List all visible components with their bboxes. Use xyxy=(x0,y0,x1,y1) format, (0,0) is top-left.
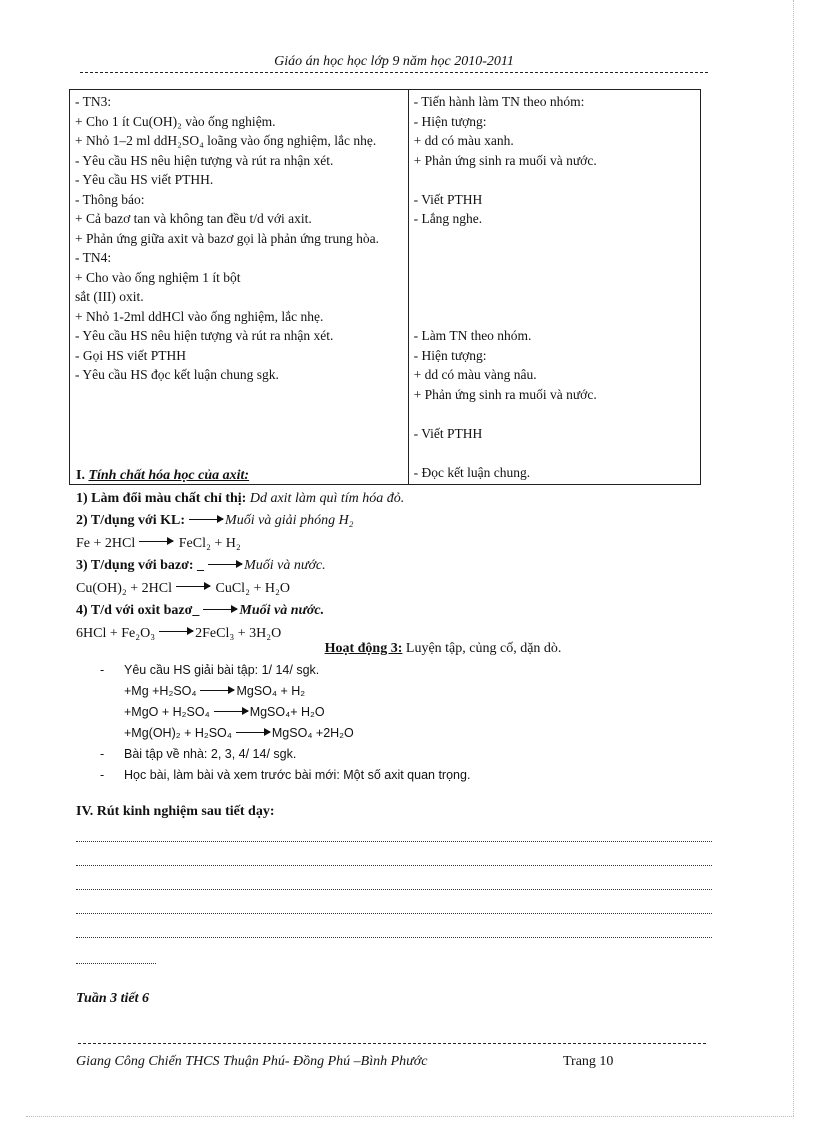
week-label: Tuần 3 tiết 6 xyxy=(76,991,149,1006)
list-item: - Yêu cầu HS nêu hiện tượng và rút ra nhận xét. xyxy=(75,328,334,343)
arrow-icon xyxy=(208,564,242,565)
page-edge xyxy=(26,1116,794,1117)
header-title: Giáo án học học lớp 9 năm học 2010-2011 xyxy=(274,54,514,69)
list-item: + Nhỏ 1–2 ml ddH₂SO₄ loãng vào ống nghiệm, lắc nhẹ. xyxy=(75,133,377,148)
footer-divider xyxy=(78,1043,706,1044)
equation: Fe + 2HCl FeCl₂ + H₂ xyxy=(76,535,241,551)
experience-heading: IV. Rút kinh nghiệm sau tiết dạy: xyxy=(76,804,275,819)
list-item: + Phản ứng sinh ra muối và nước. xyxy=(413,386,597,402)
lesson-table xyxy=(69,89,701,485)
teacher-activity-cell xyxy=(70,90,409,485)
list-item: - TN3: xyxy=(75,94,112,109)
list-item: + Cho vào ống nghiệm 1 ít bột xyxy=(75,269,241,285)
list-item: - Hiện tượng: xyxy=(413,347,487,363)
blank-line xyxy=(76,865,712,866)
list-item: - TN4: xyxy=(75,250,112,265)
arrow-icon xyxy=(214,711,248,712)
list-item: - Viết PTHH xyxy=(413,191,483,207)
list-item: + Nhỏ 1-2ml ddHCl vào ống nghiệm, lắc nhẹ. xyxy=(75,308,324,324)
list-item: + Phản ứng giữa axit và bazơ gọi là phản ứng trung hòa. xyxy=(75,230,380,246)
list-item: + dd có màu vàng nâu. xyxy=(413,367,537,382)
property-3: 3) T/dụng với bazơ: _ Muối và nước. xyxy=(76,558,326,573)
list-item: - Lắng nghe. xyxy=(413,211,483,226)
list-item: - Làm TN theo nhóm. xyxy=(413,328,532,343)
list-item: - Học bài, làm bài và xem trước bài mới: Một số axit quan trọng. xyxy=(100,765,700,786)
list-item: - Yêu cầu HS giải bài tập: 1/ 14/ sgk. xyxy=(100,660,700,681)
equation: Cu(OH)₂ + 2HCl CuCl₂ + H₂O xyxy=(76,580,290,596)
list-item: - Đọc kết luận chung. xyxy=(413,464,531,480)
equation: 6HCl + Fe₂O₃ 2FeCl₃ + 3H₂O xyxy=(76,625,282,641)
list-item: + Cả bazơ tan và không tan đều t/d với axit. xyxy=(75,211,312,226)
list-item: - Viết PTHH xyxy=(413,425,483,441)
equation: +Mg +H₂SO₄ MgSO₄ + H₂ xyxy=(124,684,306,698)
arrow-icon xyxy=(236,732,270,733)
header-divider xyxy=(80,72,708,73)
arrow-icon xyxy=(176,586,210,587)
arrow-icon xyxy=(139,541,173,542)
footer-author: Giang Công Chiến THCS Thuận Phú- Đồng Phú –Bình Phước xyxy=(76,1054,428,1069)
list-item: - Gọi HS viết PTHH xyxy=(75,347,186,363)
equation: +Mg(OH)₂ + H₂SO₄ MgSO₄ +2H₂O xyxy=(124,726,354,740)
list-item: - Tiến hành làm TN theo nhóm: xyxy=(413,94,585,109)
activity-3-tasks xyxy=(100,660,700,786)
arrow-icon xyxy=(200,690,234,691)
list-item: sắt (III) oxit. xyxy=(75,289,144,304)
property-1: 1) Làm đổi màu chất chỉ thị: Dd axit làm quì tím hóa đỏ. xyxy=(76,490,405,506)
list-item: - Bài tập về nhà: 2, 3, 4/ 14/ sgk. xyxy=(100,744,700,765)
chemical-properties-section xyxy=(76,465,716,645)
property-4: 4) T/d với oxit bazơ_ Muối và nước. xyxy=(76,603,325,618)
student-activity-cell xyxy=(408,90,700,485)
page-number: Trang 10 xyxy=(563,1054,614,1069)
blank-line xyxy=(76,937,712,938)
list-item: + Cho 1 ít Cu(OH)₂ vào ống nghiệm. xyxy=(75,113,276,129)
list-item: - Yêu cầu HS viết PTHH. xyxy=(75,172,214,187)
equation: +MgO + H₂SO₄ MgSO₄+ H₂O xyxy=(124,705,325,719)
page-edge xyxy=(793,0,794,1116)
list-item: - Hiện tượng: xyxy=(413,113,487,129)
blank-line xyxy=(76,963,156,964)
arrow-icon xyxy=(159,631,193,632)
list-item: - Yêu cầu HS nêu hiện tượng và rút ra nhận xét. xyxy=(75,152,334,168)
blank-line xyxy=(76,841,712,842)
list-item: + Phản ứng sinh ra muối và nước. xyxy=(413,152,597,168)
section-heading: I. Tính chất hóa học của axit: xyxy=(76,468,250,483)
arrow-icon xyxy=(203,609,237,610)
list-item: - Thông báo: xyxy=(75,191,145,207)
property-2: 2) T/dụng với KL: Muối và giải phóng H₂ xyxy=(76,513,354,528)
page-header xyxy=(80,54,708,72)
list-item: - Yêu cầu HS đọc kết luận chung sgk. xyxy=(75,367,279,382)
table-row xyxy=(70,90,701,485)
arrow-icon xyxy=(189,519,223,520)
blank-line xyxy=(76,913,712,914)
blank-line xyxy=(76,889,712,890)
list-item: + dd có màu xanh. xyxy=(413,133,514,148)
activity-3-title: Hoạt động 3: Luyện tập, củng cố, dặn dò. xyxy=(324,641,562,656)
